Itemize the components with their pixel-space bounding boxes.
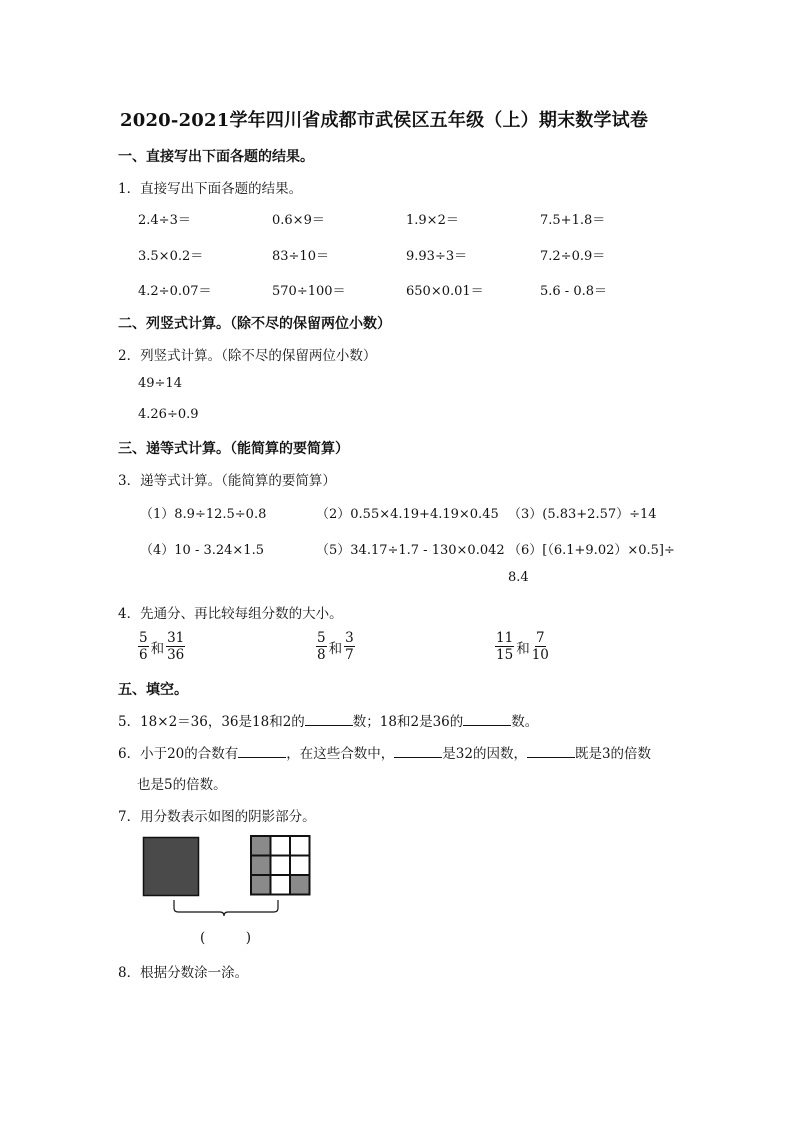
q1-item: 4.2÷0.07＝	[138, 284, 212, 299]
question-1-prompt: 1．直接写出下面各题的结果。	[118, 181, 303, 197]
section-1-heading: 一、直接写出下面各题的结果。	[118, 149, 314, 165]
page-title: 2020-2021学年四川省成都市武侯区五年级（上）期末数学试卷	[120, 110, 649, 131]
q1-item: 2.4÷3＝	[138, 213, 191, 228]
q3-item: （5）34.17÷1.7 - 130×0.042	[316, 543, 505, 558]
q3-item: （1）8.9÷12.5÷0.8	[140, 507, 267, 522]
fraction-connector: 和	[328, 640, 343, 657]
q1-item: 7.2÷0.9＝	[540, 249, 606, 264]
q3-item: （2）0.55×4.19+4.19×0.45	[316, 507, 499, 522]
q3-item: （6）[（6.1+9.02）×0.5]÷	[508, 543, 675, 558]
fraction-pair	[316, 630, 355, 663]
grid-cell-shaded	[251, 836, 271, 856]
answer-blank[interactable]	[463, 713, 511, 726]
section-5-heading: 五、填空。	[118, 682, 188, 698]
fraction: $\frac{5}{6}$	[139, 630, 148, 663]
question-7-prompt: 7．用分数表示如图的阴影部分。	[118, 809, 316, 825]
q1-item: 0.6×9＝	[272, 213, 325, 228]
answer-blank[interactable]	[305, 713, 353, 726]
question-5: 5．18×2＝36，36是18和2的 数；18和2是36的 数。	[118, 714, 539, 730]
grid-cell	[271, 856, 291, 876]
q1-item: 1.9×2＝	[406, 213, 459, 228]
q1-item: 650×0.01＝	[406, 284, 484, 299]
question-4-prompt: 4．先通分、再比较每组分数的大小。	[118, 606, 343, 622]
brace	[174, 900, 278, 916]
q2-item: 49÷14	[138, 376, 182, 391]
answer-blank[interactable]	[527, 745, 575, 758]
question-2-prompt: 2．列竖式计算。（除不尽的保留两位小数）	[118, 348, 377, 364]
fraction-pair	[138, 630, 185, 663]
q1-item: 7.5+1.8＝	[540, 213, 606, 228]
grid-cell-shaded	[251, 875, 271, 895]
answer-parentheses[interactable]: ( )	[200, 930, 252, 946]
grid-cell	[290, 856, 310, 876]
q3-item: （4）10 - 3.24×1.5	[140, 543, 264, 558]
question-3-prompt: 3．递等式计算。（能简算的要简算）	[118, 473, 336, 489]
section-2-heading: 二、列竖式计算。（除不尽的保留两位小数）	[118, 316, 391, 332]
section-3-heading: 三、递等式计算。（能简算的要简算）	[118, 441, 349, 457]
fraction: $\frac{5}{8}$	[317, 630, 326, 663]
fraction: $\frac{31}{36}$	[167, 630, 185, 663]
q1-item: 9.93÷3＝	[406, 249, 468, 264]
grid-cell-shaded	[290, 875, 310, 895]
q1-item: 570÷100＝	[272, 284, 346, 299]
q1-item: 5.6 - 0.8＝	[540, 284, 608, 299]
fraction-connector: 和	[150, 640, 165, 657]
answer-blank[interactable]	[238, 745, 286, 758]
fraction-pair	[495, 630, 549, 663]
grid-cell	[271, 875, 291, 895]
q2-item: 4.26÷0.9	[138, 407, 199, 422]
grid-cell	[290, 836, 310, 856]
fraction: $\frac{7}{10}$	[531, 630, 549, 663]
q3-item-wrap: 8.4	[508, 570, 529, 585]
grid-cell	[271, 836, 291, 856]
fraction-connector: 和	[516, 640, 530, 657]
q1-item: 83÷10＝	[272, 249, 329, 264]
shaded-square	[144, 838, 199, 896]
question-6-line2: 也是5的倍数。	[137, 777, 227, 793]
q3-item: （3）(5.83+2.57）÷14	[508, 507, 657, 522]
question-8-prompt: 8．根据分数涂一涂。	[118, 965, 249, 981]
answer-blank[interactable]	[394, 745, 442, 758]
three-by-three-grid	[251, 836, 310, 895]
question-6: 6．小于20的合数有 ，在这些合数中， 是32的因数， 既是3的倍数	[118, 746, 652, 762]
q1-item: 3.5×0.2＝	[138, 249, 204, 264]
fraction: $\frac{11}{15}$	[496, 630, 514, 663]
grid-cell-shaded	[251, 856, 271, 876]
fraction: $\frac{3}{7}$	[345, 630, 354, 663]
